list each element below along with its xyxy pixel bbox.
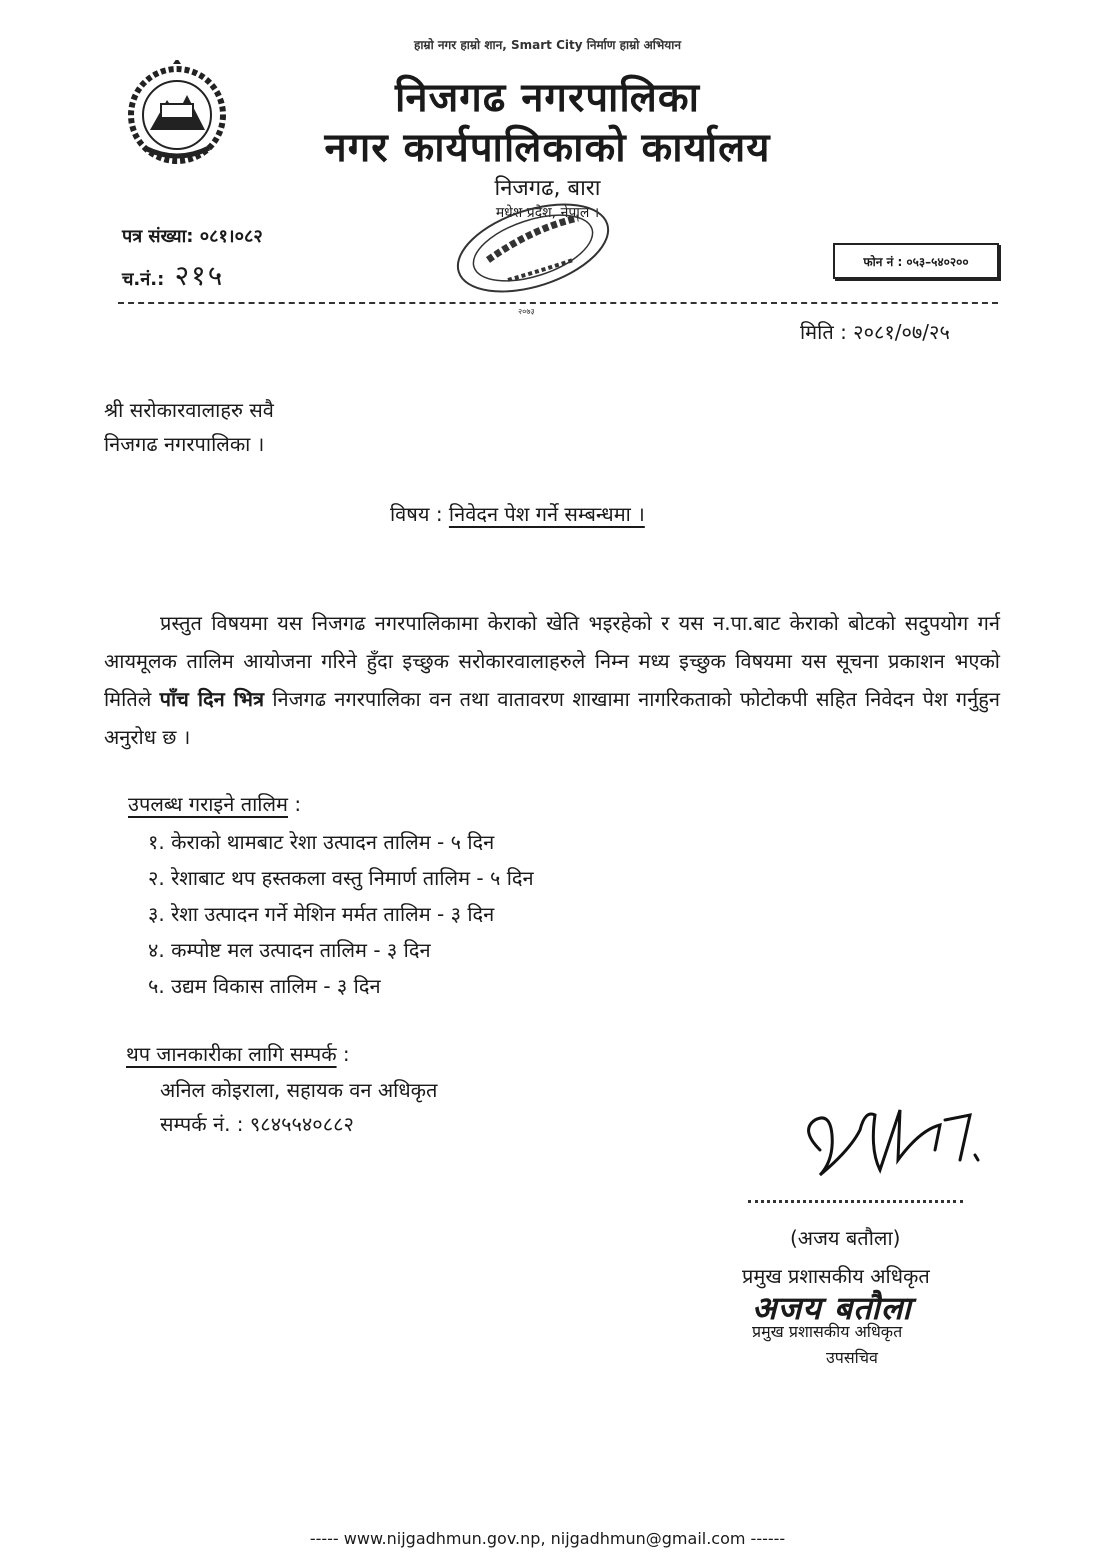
phone-box: फोन नं : ०५३–५४०२०० [833, 243, 999, 279]
contact-person: अनिल कोइराला, सहायक वन अधिकृत [160, 1078, 438, 1102]
office-name: नगर कार्यपालिकाको कार्यालय [324, 125, 771, 171]
signatory-designation: प्रमुख प्रशासकीय अधिकृत [742, 1264, 930, 1288]
trainings-heading [128, 790, 301, 817]
letter-date: मिति : २०८१/०७/२५ [800, 320, 950, 344]
cn-label: च.नं.: [122, 269, 165, 290]
list-item: ३. रेशा उत्पादन गर्ने मेशिन मर्मत तालिम - ३ दिन [148, 902, 495, 926]
list-item: ५. उद्यम विकास तालिम - ३ दिन [148, 974, 381, 998]
name-stamp-designation: प्रमुख प्रशासकीय अधिकृत [752, 1322, 903, 1341]
subject-line [390, 500, 645, 527]
recipient-line-1: श्री सरोकारवालाहरु सवै [104, 398, 274, 422]
list-item: ४. कम्पोष्ट मल उत्पादन तालिम - ३ दिन [148, 938, 431, 962]
handwritten-signature [790, 1090, 990, 1200]
dispatch-number [122, 256, 224, 294]
trainings-heading-text: उपलब्ध गराइने तालिम [128, 792, 288, 816]
org-name: निजगढ नगरपालिका [395, 75, 700, 121]
trainings-list [148, 825, 534, 1005]
subject-text: निवेदन पेश गर्ने सम्बन्धमा । [448, 502, 645, 526]
list-item: २. रेशाबाट थप हस्तकला वस्तु निमार्ण तालिम - ५ दिन [148, 866, 534, 890]
office-location: निजगढ, बारा [494, 176, 601, 201]
office-province: मधेश प्रदेश, नेपाल । [495, 205, 600, 221]
subject-label: विषय : [390, 502, 443, 526]
contact-heading-text: थप जानकारीका लागि सम्पर्क [126, 1042, 337, 1066]
body-text-2: निजगढ नगरपालिका वन तथा वातावरण शाखामा नागरिकताको फोटोकपी सहित निवेदन पेश गर्नुहुन अनुरोध छ । [104, 687, 1000, 749]
list-item: १. केराको थामबाट रेशा उत्पादन तालिम - ५ दिन [148, 830, 495, 854]
reference-number [122, 224, 263, 248]
name-stamp-rank: उपसचिव [826, 1348, 878, 1367]
contact-phone: सम्पर्क नं. : ९८४५५४०८८२ [160, 1112, 354, 1136]
ref-label: पत्र संख्या: [122, 226, 194, 247]
body-paragraph [104, 604, 1000, 756]
trainings-heading-colon: : [288, 792, 302, 816]
name-stamp: अजय बतौला [752, 1289, 912, 1327]
office-stamp [448, 188, 618, 318]
header-divider [118, 302, 998, 304]
contact-heading [126, 1040, 350, 1067]
footer-contact: ----- www.nijgadhmun.gov.np, nijgadhmun@gmail.com ------ [309, 1529, 786, 1548]
svg-text:२०७३: २०७३ [518, 307, 535, 316]
body-text-1: प्रस्तुत विषयमा यस निजगढ नगरपालिकामा केराको खेति भइरहेको र यस न.पा.बाट केराको बोटको सदुपयोग गर्न आयमूलक तालिम आयोजना गरिने हुँदा इच्छुक सरोकारवालाहरुले निम्न मध्य इच्छुक विषयमा यस सूचना प्रकाशन भएको मितिले [104, 611, 1000, 711]
cn-value: २१५ [174, 259, 225, 292]
contact-heading-colon: : [336, 1042, 350, 1066]
signature-line [748, 1200, 963, 1203]
body-deadline: पाँच दिन भित्र [159, 687, 264, 711]
signatory-name: (अजय बतौला) [790, 1226, 901, 1250]
header-slogan: हाम्रो नगर हाम्रो शान, Smart City निर्माण हाम्रो अभियान [413, 38, 682, 52]
recipient-line-2: निजगढ नगरपालिका । [104, 432, 265, 456]
ref-value: ०८१।०८२ [199, 226, 263, 247]
